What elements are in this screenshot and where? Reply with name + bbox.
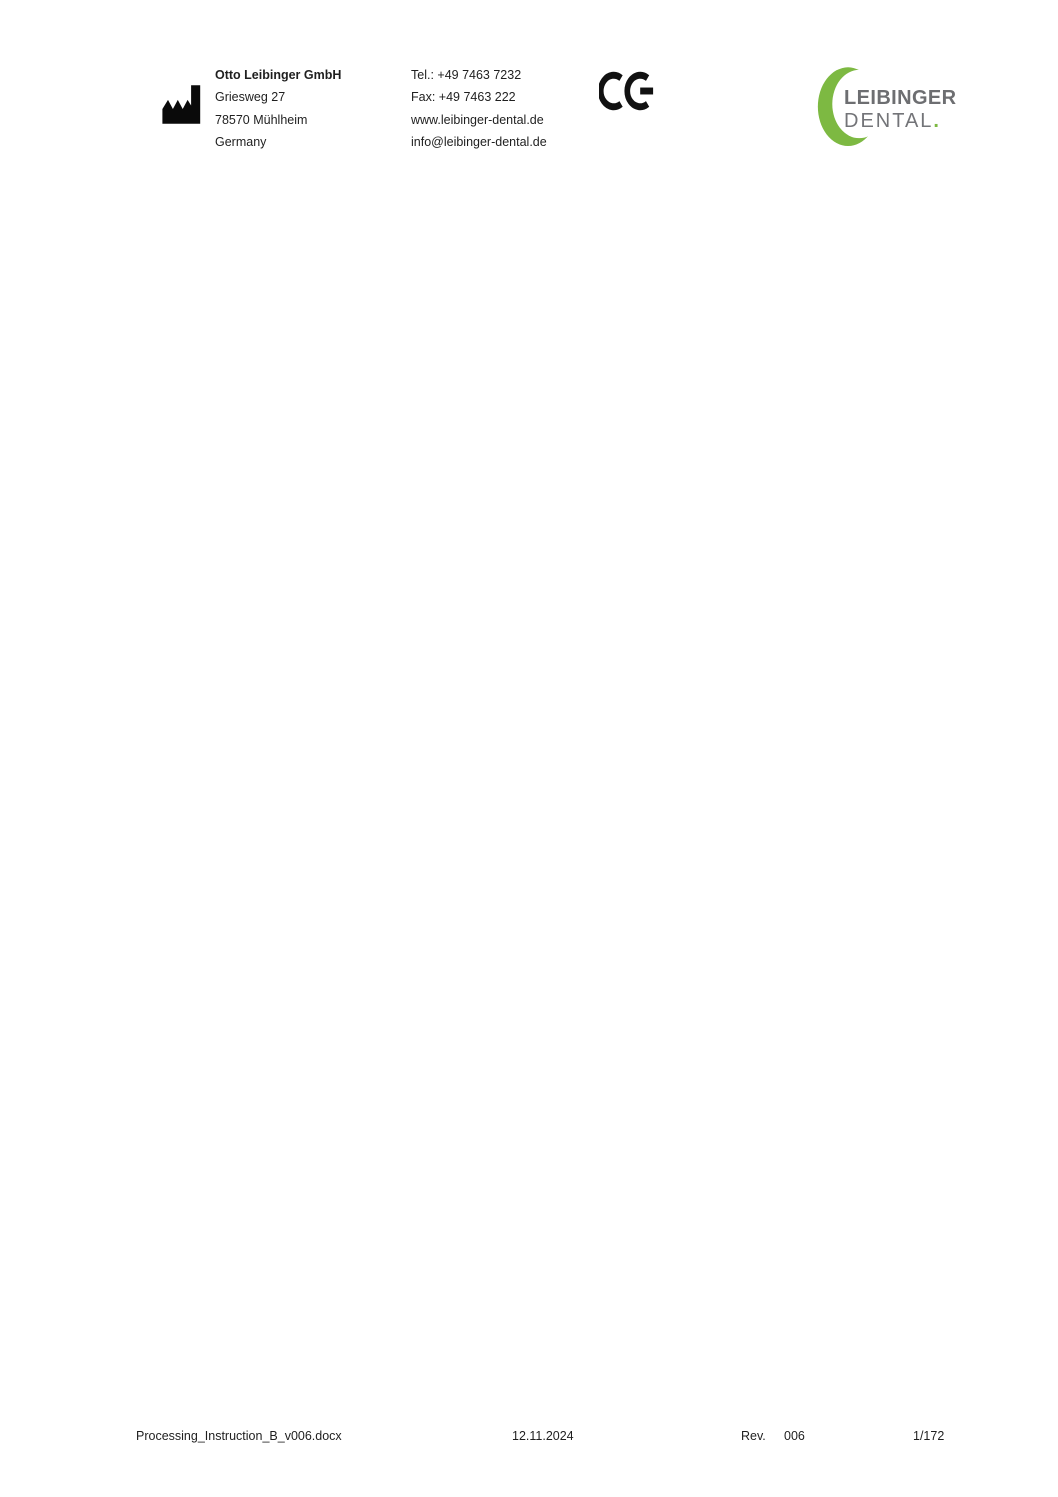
logo-wordmark [844, 87, 957, 133]
manufacturer-street: Griesweg 27 [215, 90, 286, 105]
manufacturer-address [215, 64, 341, 153]
contact-website: www.leibinger-dental.de [411, 112, 544, 127]
footer-rev-label: Rev. [741, 1429, 766, 1443]
footer-page-indicator: 1/172 [913, 1429, 945, 1443]
contact-tel: Tel.: +49 7463 7232 [411, 68, 522, 82]
leibinger-dental-logo [817, 60, 967, 152]
logo-division-text: DENTAL. [844, 110, 939, 132]
manufacturer-country: Germany [215, 134, 267, 149]
ce-mark-icon [599, 70, 655, 112]
logo-green-dot: . [933, 110, 939, 132]
footer-date: 12.11.2024 [512, 1429, 574, 1443]
footer-filename: Processing_Instruction_B_v006.docx [136, 1429, 342, 1443]
footer-rev-value: 006 [784, 1429, 805, 1443]
manufacturer-name: Otto Leibinger GmbH [215, 68, 342, 82]
logo-brand-text: LEIBINGER [844, 87, 957, 109]
contact-info [411, 64, 547, 153]
document-footer [0, 1429, 1058, 1449]
contact-email: info@leibinger-dental.de [411, 134, 547, 149]
manufacturer-factory-icon [161, 80, 203, 124]
manufacturer-city: 78570 Mühlheim [215, 112, 308, 127]
contact-fax: Fax: +49 7463 222 [411, 90, 516, 105]
